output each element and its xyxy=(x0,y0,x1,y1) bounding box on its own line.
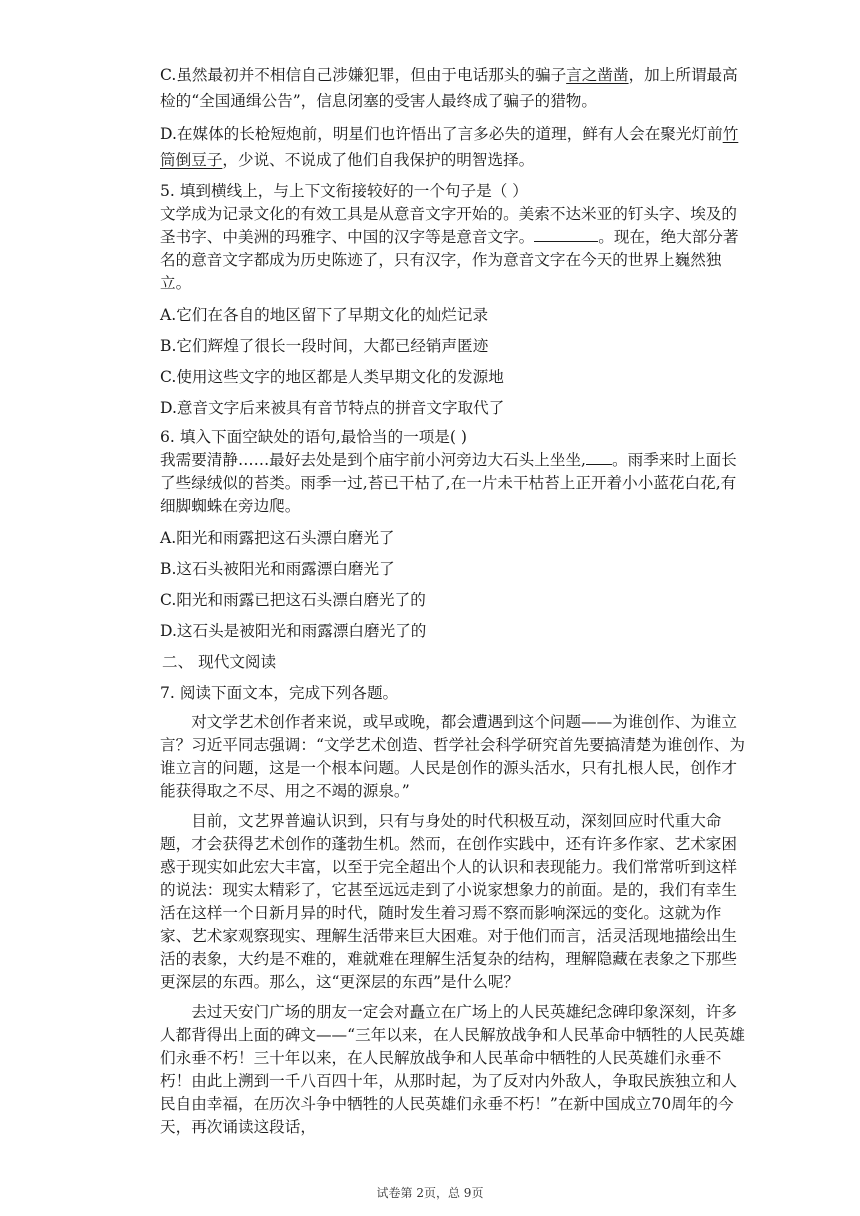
question-6-title: 6. 填入下面空缺处的语句,最恰当的一项是( ) xyxy=(160,428,468,446)
underlined-idiom: 竹筒倒豆子 xyxy=(160,125,739,169)
option-b-q5: B.它们辉煌了很长一段时间，大都已经销声匿迹 xyxy=(160,337,489,355)
section-heading: 二、 现代文阅读 xyxy=(162,653,277,671)
option-c-q4: C.虽然最初并不相信自己涉嫌犯罪，但由于电话那头的骗子言之凿凿，加上所谓最高检的“全国通缉公告”，信息闭塞的受害人最终成了骗子的猎物。 xyxy=(160,66,738,110)
passage-paragraph: 去过天安门广场的朋友一定会对矗立在广场上的人民英雄纪念碑印象深刻，许多人都背得出上面的碑文——“三年以来，在人民解放战争和人民革命中牺牲的人民英雄们永垂不朽！三十年以来，在人民解放战争和人民革命中牺牲的人民英雄们永垂不朽！由此上溯到一千八百四十年，从那时起，为了反对内外敌人，争取民族独立和人民自由幸福，在历次斗争中牺牲的人民英雄们永垂不朽！”在新中国成立70周年的今天，再次诵读这段话， xyxy=(160,1003,745,1136)
option-c-q6: C.阳光和雨露已把这石头漂白磨光了的 xyxy=(160,591,426,609)
option-a-q5: A.它们在各自的地区留下了早期文化的灿烂记录 xyxy=(160,306,489,324)
question-5-body: 文学成为记录文化的有效工具是从意音文字开始的。美索不达米亚的钉头字、埃及的圣书字、中美洲的玛雅字、中国的汉字等是意音文字。 。现在，绝大部分著名的意音文字都成为历史陈迹了，只有汉字，作为意音文字在今天的世界上巍然独立。 xyxy=(160,205,739,292)
option-a-q6: A.阳光和雨露把这石头漂白磨光了 xyxy=(160,529,395,547)
question-5-title: 5. 填到横线上，与上下文衔接较好的一个句子是（ ） xyxy=(160,182,528,200)
option-b-q6: B.这石头被阳光和雨露漂白磨光了 xyxy=(160,560,395,578)
question-7-title: 7. 阅读下面文本，完成下列各题。 xyxy=(160,684,399,702)
exam-page-content xyxy=(160,62,745,1146)
option-d-q4: D.在媒体的长枪短炮前，明星们也许悟出了言多必失的道理，鲜有人会在聚光灯前竹筒倒豆子，少说、不说成了他们自我保护的明智选择。 xyxy=(160,125,739,169)
option-c-q5: C.使用这些文字的地区都是人类早期文化的发源地 xyxy=(160,368,504,386)
answer-blank xyxy=(586,450,612,465)
option-d-q5: D.意音文字后来被具有音节特点的拼音文字取代了 xyxy=(160,399,505,417)
page-footer: 试卷第 2页，总 9页 xyxy=(376,1186,484,1200)
question-6-body: 我需要清静……最好去处是到个庙宇前小河旁边大石头上坐坐, 。雨季来时上面长了些绿绒似的苔类。雨季一过,苔已干枯了,在一片未干枯苔上正开着小小蓝花白花,有细脚蜘蛛在旁边爬。 xyxy=(160,451,737,515)
passage-paragraph: 目前，文艺界普遍认识到，只有与身处的时代积极互动，深刻回应时代重大命题，才会获得艺术创作的蓬勃生机。然而，在创作实践中，还有许多作家、艺术家困惑于现实如此宏大丰富，以至于完全超出个人的认识和表现能力。我们常常听到这样的说法：现实太精彩了，它甚至远远走到了小说家想象力的前面。是的，我们有幸生活在这样一个日新月异的时代，随时发生着习焉不察而影响深远的变化。这就为作家、艺术家观察现实、理解生活带来巨大困难。对于他们而言，活灵活现地描绘出生活的表象，大约是不难的，难就难在理解生活复杂的结构，理解隐藏在表象之下那些更深层的东西。那么，这“更深层的东西”是什么呢？ xyxy=(160,812,737,991)
passage-paragraph: 对文学艺术创作者来说，或早或晚，都会遭遇到这个问题——为谁创作、为谁立言？习近平同志强调：“文学艺术创造、哲学社会科学研究首先要搞清楚为谁创作、为谁立言的问题，这是一个根本问题。人民是创作的源头活水，只有扎根人民，创作才能获得取之不尽、用之不竭的源泉。” xyxy=(160,713,745,800)
underlined-idiom: 言之凿凿 xyxy=(566,66,629,84)
option-d-q6: D.这石头是被阳光和雨露漂白磨光了的 xyxy=(160,622,427,640)
answer-blank xyxy=(534,227,598,242)
